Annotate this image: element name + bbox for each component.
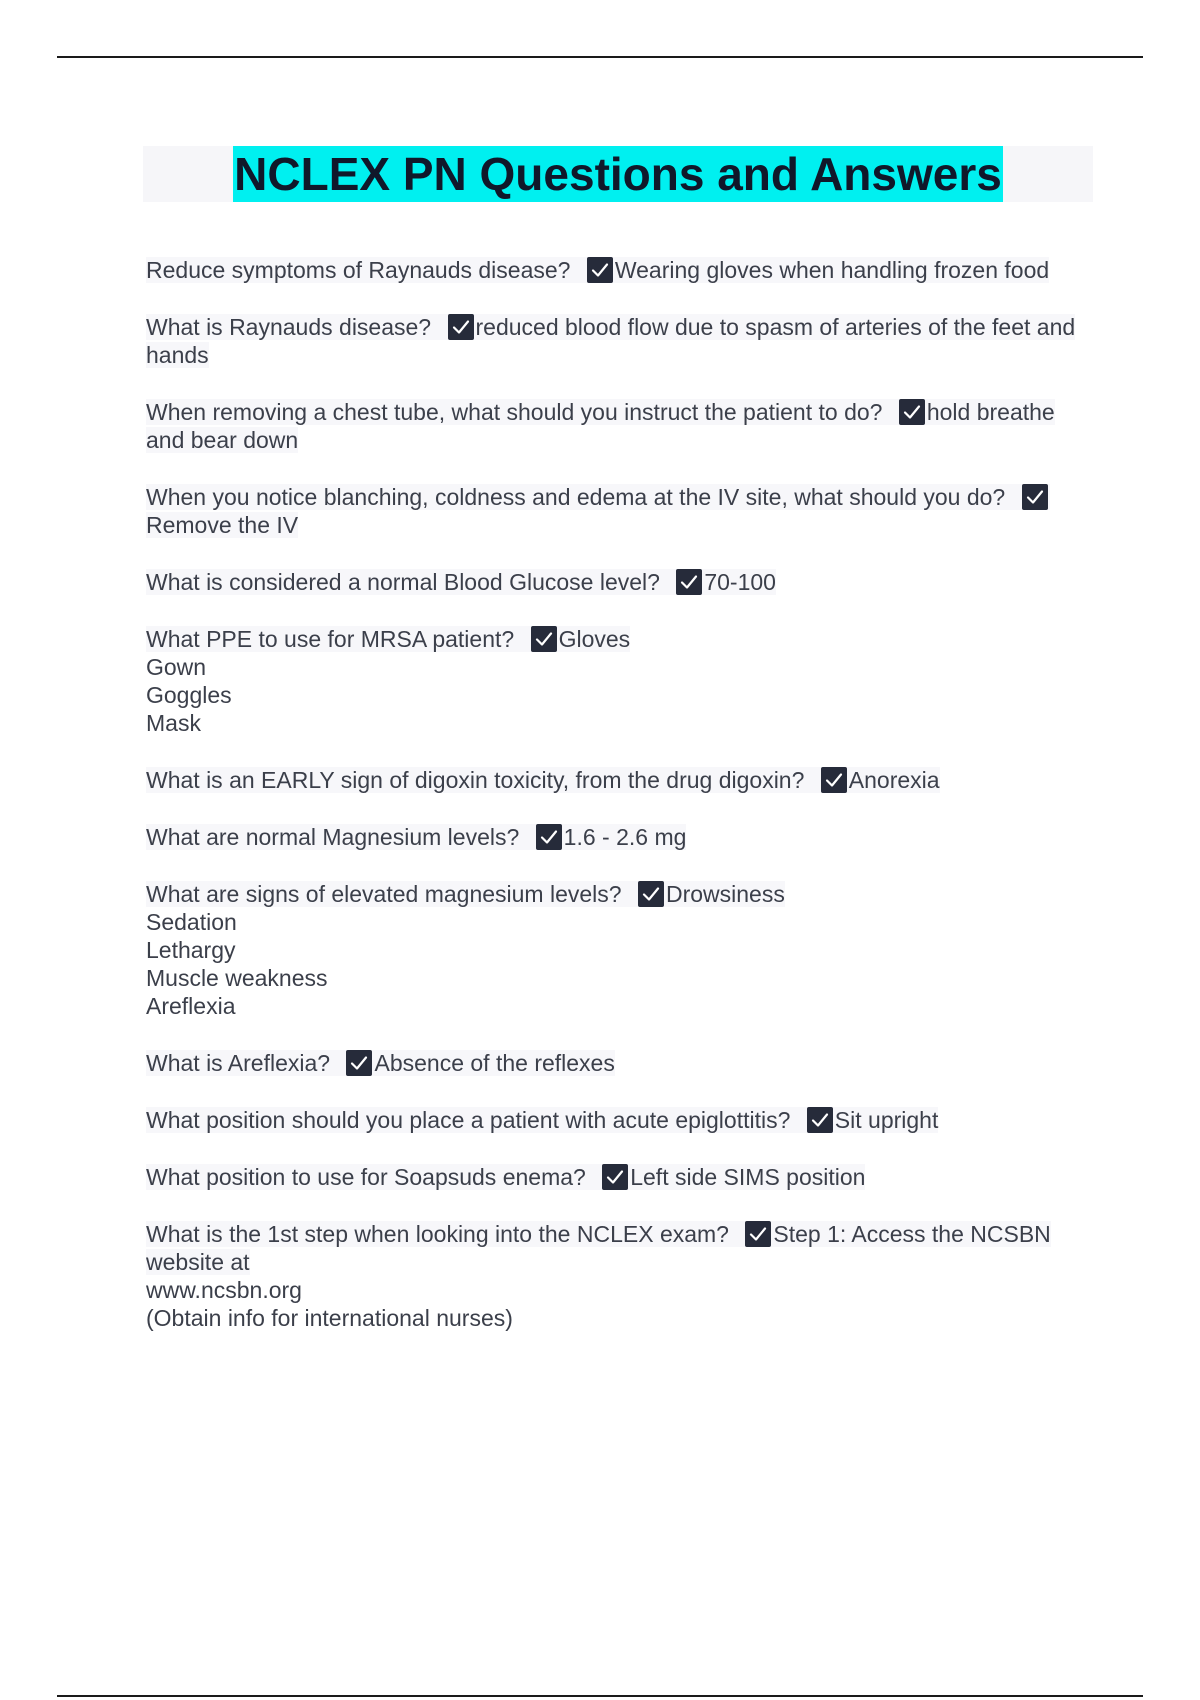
question-text: What is Raynauds disease?	[146, 314, 432, 340]
qa-text	[146, 824, 686, 850]
qa-text	[146, 1107, 938, 1133]
qa-item	[146, 1163, 1086, 1191]
qa-list	[146, 256, 1086, 1361]
check-box-icon	[602, 1164, 628, 1190]
check-box-icon	[821, 767, 847, 793]
question-text: What is an EARLY sign of digoxin toxicity, from the drug digoxin?	[146, 767, 805, 793]
answer-text: Left side SIMS position	[630, 1164, 866, 1190]
check-box-icon	[587, 257, 613, 283]
qa-text	[146, 399, 1055, 453]
question-text: What position should you place a patient with acute epiglottitis?	[146, 1107, 791, 1133]
answer-line: www.ncsbn.org	[146, 1277, 302, 1303]
check-box-icon	[745, 1221, 771, 1247]
qa-item	[146, 823, 1086, 851]
answer-text: Drowsiness	[665, 881, 785, 907]
bottom-rule	[57, 1695, 1143, 1697]
check-box-icon	[536, 824, 562, 850]
qa-text	[146, 626, 1086, 737]
qa-item	[146, 1106, 1086, 1134]
question-text: What are signs of elevated magnesium levels?	[146, 881, 622, 907]
answer-line: Goggles	[146, 682, 232, 708]
question-text: What is Areflexia?	[146, 1050, 331, 1076]
answer-text: Absence of the reflexes	[374, 1050, 615, 1076]
check-box-icon	[676, 569, 702, 595]
answer-text: Sit upright	[834, 1107, 939, 1133]
qa-item	[146, 256, 1086, 284]
answer-line: Mask	[146, 710, 201, 736]
answer-text: reduced blood flow due to spasm of arteries of the feet and hands	[146, 314, 1076, 368]
page-title: NCLEX PN Questions and Answers	[234, 148, 1002, 200]
qa-item	[146, 483, 1086, 539]
qa-item	[146, 1220, 1086, 1332]
answer-line: Areflexia	[146, 993, 236, 1019]
qa-text	[146, 767, 940, 793]
question-text: What PPE to use for MRSA patient?	[146, 626, 515, 652]
top-rule	[57, 56, 1143, 58]
check-box-icon	[807, 1107, 833, 1133]
answer-text: 70-100	[704, 569, 776, 595]
qa-item	[146, 625, 1086, 737]
answer-line: (Obtain info for international nurses)	[146, 1305, 513, 1331]
qa-text	[146, 881, 1086, 1020]
qa-item	[146, 398, 1086, 454]
qa-item	[146, 880, 1086, 1020]
answer-text: Step 1: Access the NCSBN website at	[146, 1221, 1051, 1275]
answer-line: Muscle weakness	[146, 965, 328, 991]
answer-text: Gloves	[558, 626, 631, 652]
answer-line: Lethargy	[146, 937, 236, 963]
qa-item	[146, 568, 1086, 596]
question-text: What position to use for Soapsuds enema?	[146, 1164, 586, 1190]
qa-text	[146, 484, 1050, 538]
question-text: What are normal Magnesium levels?	[146, 824, 520, 850]
question-text: What is the 1st step when looking into the NCLEX exam?	[146, 1221, 729, 1247]
check-box-icon	[346, 1050, 372, 1076]
qa-item	[146, 766, 1086, 794]
question-text: Reduce symptoms of Raynauds disease?	[146, 257, 571, 283]
answer-text: Wearing gloves when handling frozen food	[614, 257, 1050, 283]
qa-text	[146, 1221, 1086, 1332]
qa-item	[146, 313, 1086, 369]
qa-text	[146, 257, 1049, 283]
check-box-icon	[531, 626, 557, 652]
qa-text	[146, 1050, 615, 1076]
check-box-icon	[638, 881, 664, 907]
answer-text: 1.6 - 2.6 mg	[563, 824, 687, 850]
qa-text	[146, 569, 776, 595]
question-text: What is considered a normal Blood Glucose level?	[146, 569, 660, 595]
check-box-icon	[448, 314, 474, 340]
answer-line: Gown	[146, 654, 207, 680]
qa-text	[146, 1164, 865, 1190]
check-box-icon	[1022, 484, 1048, 510]
qa-item	[146, 1049, 1086, 1077]
qa-text	[146, 314, 1075, 368]
title-band	[143, 146, 1093, 202]
check-box-icon	[899, 399, 925, 425]
answer-text: hold breathe and bear down	[146, 399, 1055, 453]
answer-text: Anorexia	[848, 767, 940, 793]
question-text: When you notice blanching, coldness and edema at the IV site, what should you do?	[146, 484, 1006, 510]
question-text: When removing a chest tube, what should you instruct the patient to do?	[146, 399, 883, 425]
answer-line: Sedation	[146, 909, 237, 935]
answer-text: Remove the IV	[146, 512, 299, 538]
